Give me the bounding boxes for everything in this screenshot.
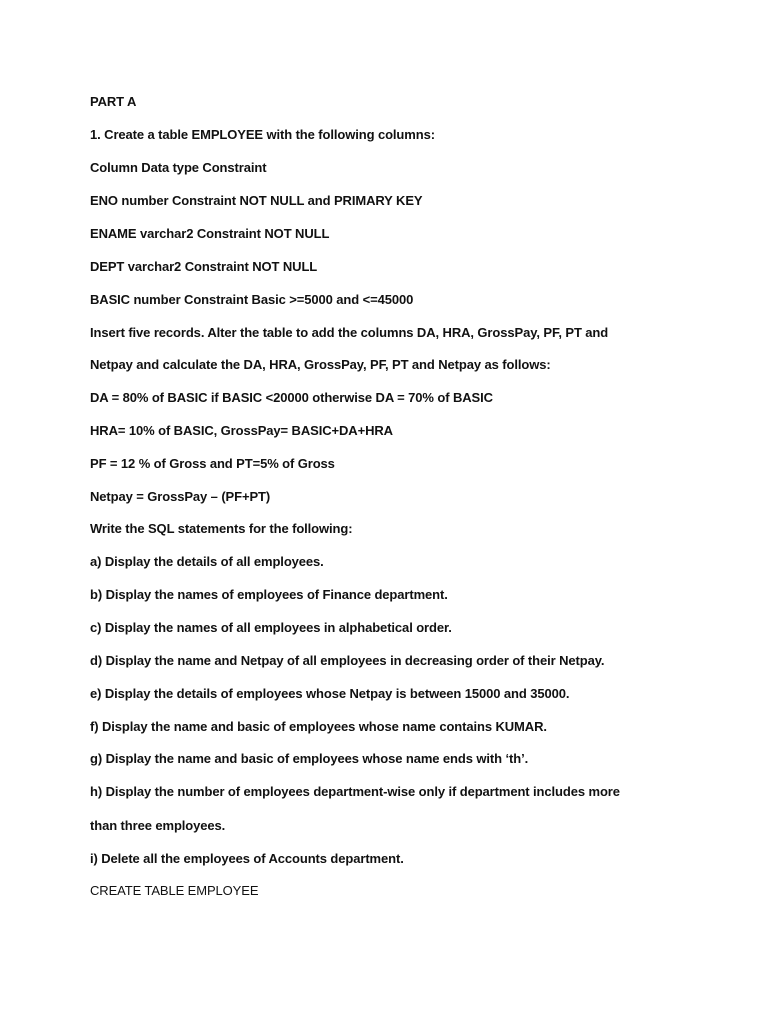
task-item: b) Display the names of employees of Finance department. [90, 587, 448, 602]
column-spec-dept: DEPT varchar2 Constraint NOT NULL [90, 259, 318, 274]
task-item: a) Display the details of all employees. [90, 554, 324, 569]
task-item: e) Display the details of employees whose Netpay is between 15000 and 35000. [90, 686, 570, 701]
task-item: d) Display the name and Netpay of all employees in decreasing order of their Netpay. [90, 653, 605, 668]
task-item: g) Display the name and basic of employees whose name ends with ‘th’. [90, 751, 529, 766]
formula-pf-pt: PF = 12 % of Gross and PT=5% of Gross [90, 456, 335, 471]
sql-prompt: Write the SQL statements for the following: [90, 521, 353, 536]
formula-netpay: Netpay = GrossPay – (PF+PT) [90, 489, 271, 504]
sql-code-start: CREATE TABLE EMPLOYEE [90, 883, 259, 898]
column-header: Column Data type Constraint [90, 160, 267, 175]
task-item: c) Display the names of all employees in alphabetical order. [90, 620, 452, 635]
column-spec-ename: ENAME varchar2 Constraint NOT NULL [90, 226, 330, 241]
task-item: i) Delete all the employees of Accounts department. [90, 851, 404, 866]
instruction-line: Netpay and calculate the DA, HRA, GrossPay, PF, PT and Netpay as follows: [90, 357, 551, 372]
task-item: f) Display the name and basic of employees whose name contains KUMAR. [90, 719, 547, 734]
task-item-continuation: than three employees. [90, 818, 226, 833]
part-heading: PART A [90, 94, 137, 109]
formula-da: DA = 80% of BASIC if BASIC <20000 otherwise DA = 70% of BASIC [90, 390, 493, 405]
question-title: 1. Create a table EMPLOYEE with the following columns: [90, 127, 435, 142]
column-spec-basic: BASIC number Constraint Basic >=5000 and <=45000 [90, 292, 414, 307]
task-item: h) Display the number of employees department-wise only if department includes more [90, 784, 620, 799]
column-spec-eno: ENO number Constraint NOT NULL and PRIMARY KEY [90, 193, 423, 208]
formula-hra: HRA= 10% of BASIC, GrossPay= BASIC+DA+HRA [90, 423, 393, 438]
instruction-line: Insert five records. Alter the table to add the columns DA, HRA, GrossPay, PF, PT and [90, 325, 609, 340]
